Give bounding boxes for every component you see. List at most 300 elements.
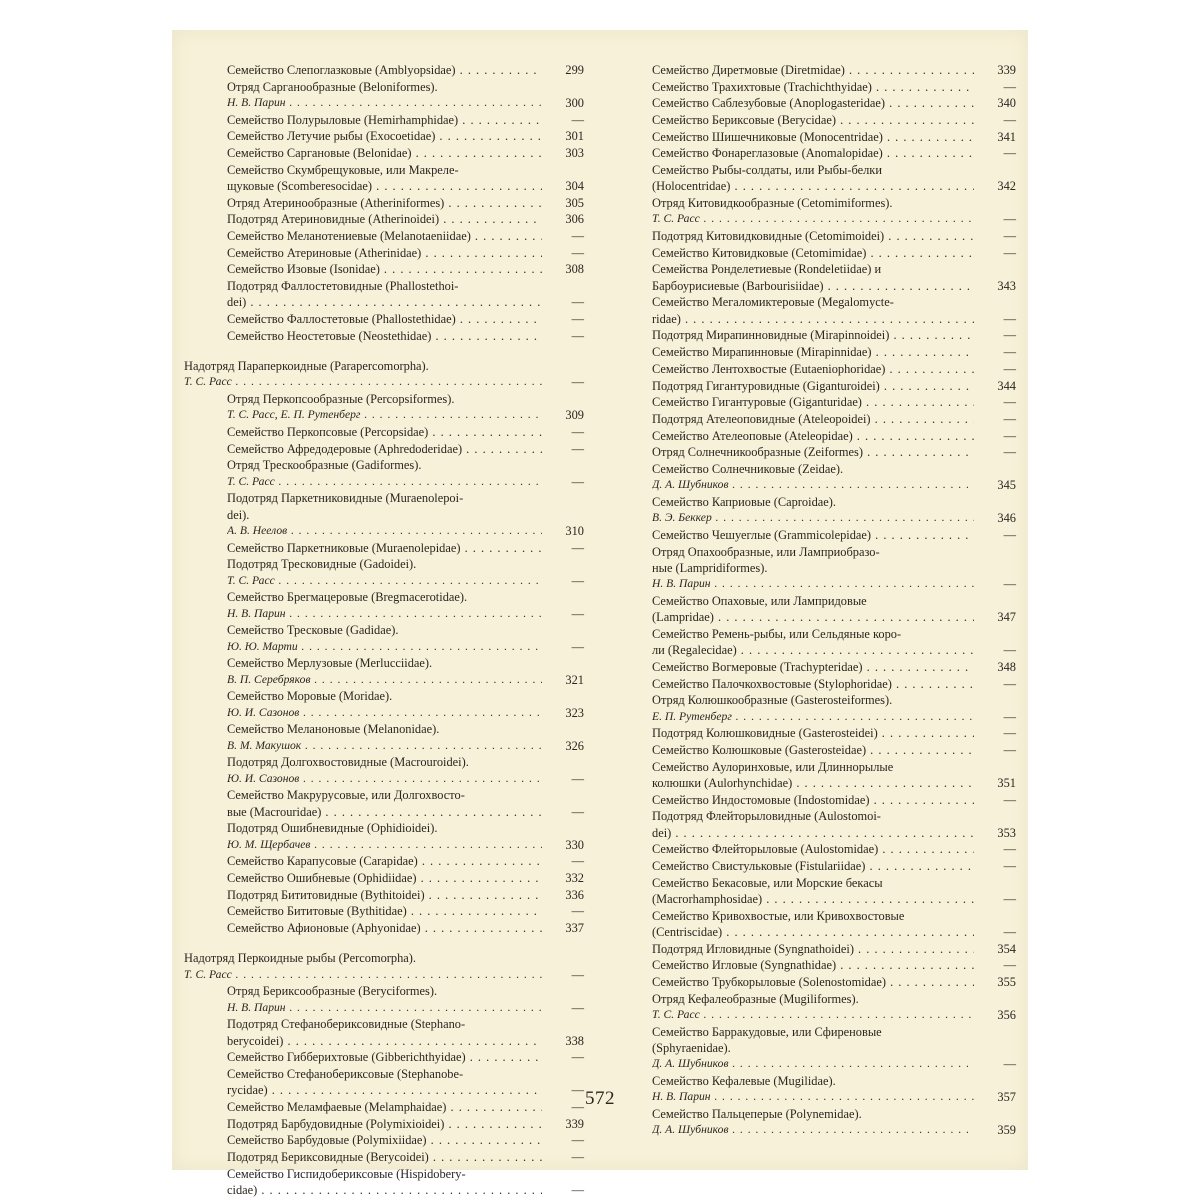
toc-page-ref: — xyxy=(571,1150,584,1165)
toc-entry xyxy=(184,820,584,853)
toc-entry-line: Семейство Фаллостетовые (Phallostethidae) . . . xyxy=(227,311,542,327)
toc-page-ref: — xyxy=(1003,643,1016,658)
toc-entry-text xyxy=(652,841,1016,857)
toc-entry-line: Подотряд Мирапинновидные (Mirapinnoidei) . . . xyxy=(652,327,974,343)
toc-page-ref: — xyxy=(571,245,584,260)
toc-entry-line: Подотряд Флейторыловидные (Aulostomoi- xyxy=(652,809,881,824)
toc-page-ref: 359 xyxy=(997,1123,1016,1138)
toc-entry-line: Отряд Перкопсообразные (Percopsiformes). xyxy=(227,392,455,407)
toc-page-ref: — xyxy=(571,375,584,390)
toc-entry-text xyxy=(652,659,1016,675)
toc-entry-line: Семейство Мерлузовые (Merlucciidae). xyxy=(227,656,433,671)
toc-entry-text xyxy=(227,1116,584,1132)
toc-entry-line: Семейство Атериновые (Atherinidae) . . . xyxy=(227,245,542,261)
toc-entry-text xyxy=(227,655,584,688)
toc-entry-line: Отряд Солнечникообразные (Zeiformes) . . . xyxy=(652,444,974,460)
toc-entry-line: Подотряд Гигантуровидные (Giganturoidei) . . . xyxy=(652,378,974,394)
toc-entry-text xyxy=(227,79,584,112)
toc-entry-author: Ю. И. Сазонов . . . xyxy=(227,771,542,787)
toc-entry-text xyxy=(227,145,584,161)
toc-entry-text xyxy=(652,79,1016,95)
toc-entry-text xyxy=(652,129,1016,145)
toc-entry-line: Семейство Лентохвостые (Eutaeniophoridae) . . . xyxy=(652,361,974,377)
toc-entry-author: А. В. Неелов . . . xyxy=(227,523,542,539)
toc-entry-line: Семейство Карапусовые (Carapidae) . . . xyxy=(227,853,542,869)
toc-entry xyxy=(184,721,584,754)
toc-entry-line: Семейство Шишечниковые (Monocentridae) . . . xyxy=(652,129,974,145)
toc-entry xyxy=(184,920,584,936)
toc-entry-line: Подотряд Игловидные (Syngnathoidei) . . . xyxy=(652,941,974,957)
toc-page-ref: — xyxy=(571,295,584,310)
toc-entry xyxy=(184,328,584,344)
toc-entry-text xyxy=(652,428,1016,444)
toc-entry-line: (Holocentridae) . . . xyxy=(652,178,974,194)
toc-entry-line: Семейство Брегмацеровые (Bregmacerotidae). xyxy=(227,590,468,605)
toc-page-ref: 310 xyxy=(565,524,584,539)
toc-page-ref: — xyxy=(571,606,584,621)
toc-entry-text xyxy=(227,853,584,869)
toc-entry-line: Семейство Чешуеглые (Grammicolepidae) . . . xyxy=(652,527,974,543)
toc-page-ref: — xyxy=(1003,445,1016,460)
toc-entry-line: Семейство Афредодеровые (Aphredoderidae) . . . xyxy=(227,441,542,457)
toc-entry-line: rycidae) . . . xyxy=(227,1082,542,1098)
toc-entry-line: Семейство Ошибневые (Ophidiidae) . . . xyxy=(227,870,542,886)
toc-page-ref: — xyxy=(1003,924,1016,939)
toc-entry xyxy=(184,1116,584,1132)
toc-entry-line: Семейство Меланоновые (Melanonidae). xyxy=(227,722,440,737)
toc-entry xyxy=(652,261,1016,294)
toc-entry-line: Семейство Бекасовые, или Морские бекасы xyxy=(652,875,883,890)
toc-entry-line: (Sphyraenidae). xyxy=(652,1040,731,1055)
toc-page-ref: 343 xyxy=(997,278,1016,293)
toc-entry-line: (Centriscidae) . . . xyxy=(652,924,974,940)
toc-entry-line: Семейство Фонареглазовые (Anomalopidae) . . . xyxy=(652,145,974,161)
toc-entry-line: Семейство Вогмеровые (Trachypteridae) . . . xyxy=(652,659,974,675)
toc-page-ref: — xyxy=(1003,792,1016,807)
toc-entry-line: щуковые (Scomberesocidae) . . . xyxy=(227,178,542,194)
toc-page-ref: 337 xyxy=(565,921,584,936)
toc-entry-text xyxy=(227,787,584,820)
right-column xyxy=(652,62,1016,1138)
toc-entry-line: dei) . . . xyxy=(652,825,974,841)
toc-entry xyxy=(652,626,1016,659)
toc-page-ref: 354 xyxy=(997,941,1016,956)
toc-entry-text xyxy=(227,1149,584,1165)
toc-entry-line: колюшки (Aulorhynchidae) . . . xyxy=(652,775,974,791)
toc-entry xyxy=(184,589,584,622)
toc-entry xyxy=(184,853,584,869)
toc-entry-text xyxy=(652,742,1016,758)
toc-page-ref: 303 xyxy=(565,146,584,161)
toc-entry xyxy=(184,145,584,161)
toc-entry xyxy=(184,688,584,721)
toc-entry xyxy=(184,228,584,244)
left-column xyxy=(184,62,584,1198)
toc-entry-line: Семейство Меланотениевые (Melanotaeniidae) . . . xyxy=(227,228,542,244)
toc-entry-text xyxy=(227,162,584,195)
toc-entry-text xyxy=(227,820,584,853)
toc-entry-line: Семейство Флейторыловые (Aulostomidae) . . . xyxy=(652,841,974,857)
toc-entry-line: Семейство Индостомовые (Indostomidae) . . . xyxy=(652,792,974,808)
toc-entry-author: Н. В. Парин . . . xyxy=(227,95,542,111)
toc-entry-line: Подотряд Бититовидные (Bythitoidei) . . . xyxy=(227,887,542,903)
toc-entry-author: Е. П. Рутенберг . . . xyxy=(652,709,974,725)
toc-entry-text xyxy=(652,875,1016,908)
toc-entry-line: Семейство Трубкорыловые (Solenostomidae) . . . xyxy=(652,974,974,990)
toc-page-ref: 326 xyxy=(565,738,584,753)
toc-entry-text xyxy=(652,725,1016,741)
toc-entry-author: Т. С. Расс . . . xyxy=(227,474,542,490)
toc-entry-line: Семейство Бериксовые (Berycidae) . . . xyxy=(652,112,974,128)
toc-entry-text xyxy=(652,145,1016,161)
toc-entry-text xyxy=(227,589,584,622)
toc-page-ref: — xyxy=(1003,395,1016,410)
toc-entry xyxy=(184,245,584,261)
toc-entry-text xyxy=(227,278,584,311)
toc-entry xyxy=(652,957,1016,973)
toc-page-ref: — xyxy=(571,540,584,555)
toc-entry xyxy=(652,145,1016,161)
toc-entry-line: Семейство Гиббериxтовые (Gibberichthyidae) . . . xyxy=(227,1049,542,1065)
toc-entry-line: Отряд Сарганообразные (Beloniformes). xyxy=(227,79,438,94)
toc-entry xyxy=(184,79,584,112)
toc-entry xyxy=(184,1149,584,1165)
toc-entry-line: Семейство Свистульковые (Fistulariidae) . . . xyxy=(652,858,974,874)
toc-entry xyxy=(184,424,584,440)
toc-entry-text xyxy=(227,622,584,655)
toc-entry xyxy=(184,655,584,688)
toc-entry xyxy=(184,983,584,1016)
toc-entry-text xyxy=(227,328,584,344)
toc-entry-line: Семейство Гиспидобериксовые (Hispidobery- xyxy=(227,1166,466,1181)
toc-page-ref: 321 xyxy=(565,672,584,687)
toc-entry xyxy=(652,129,1016,145)
toc-entry xyxy=(184,490,584,539)
toc-page-ref: 353 xyxy=(997,825,1016,840)
toc-page-ref: — xyxy=(1003,229,1016,244)
toc-entry-line: Подотряд Стефанобериксовидные (Stephano- xyxy=(227,1017,466,1032)
toc-page-ref: 308 xyxy=(565,262,584,277)
toc-entry-line: Семейство Меламфаевые (Melamphaidae) . . . xyxy=(227,1099,542,1115)
toc-entry-text xyxy=(652,626,1016,659)
toc-entry-line: Семейство Рыбы-солдаты, или Рыбы-белки xyxy=(652,163,882,178)
toc-entry xyxy=(652,112,1016,128)
toc-page-ref: — xyxy=(1003,958,1016,973)
toc-entry xyxy=(184,556,584,589)
toc-entry xyxy=(184,887,584,903)
toc-page-ref: 336 xyxy=(565,887,584,902)
toc-entry-text xyxy=(652,1024,1016,1073)
toc-page-ref: — xyxy=(1003,345,1016,360)
toc-entry xyxy=(652,245,1016,261)
toc-entry-line: Семейство Палочкохвостовые (Stylophoridae) . . . xyxy=(652,676,974,692)
toc-entry xyxy=(652,593,1016,626)
toc-entry xyxy=(652,461,1016,494)
toc-entry-line: Отряд Китовидкообразные (Cetomimiformes). xyxy=(652,196,893,211)
toc-entry-text xyxy=(227,1132,584,1148)
toc-entry xyxy=(652,344,1016,360)
toc-entry-line: Семейство Летучие рыбы (Exocoetidae) . . . xyxy=(227,128,542,144)
toc-entry xyxy=(184,441,584,457)
toc-entry-text xyxy=(652,808,1016,841)
toc-entry xyxy=(652,411,1016,427)
toc-page-ref: 355 xyxy=(997,974,1016,989)
toc-entry-text xyxy=(652,974,1016,990)
toc-entry-line: ridae) . . . xyxy=(652,311,974,327)
toc-entry-line: Отряд Трескообразные (Gadiformes). xyxy=(227,458,422,473)
toc-entry-text xyxy=(652,378,1016,394)
toc-page-ref: — xyxy=(1003,527,1016,542)
toc-entry xyxy=(184,62,584,78)
toc-page-ref: — xyxy=(571,1133,584,1148)
toc-entry-line: Семейство Аулоринховые, или Длиннорылые xyxy=(652,759,894,774)
toc-entry-text xyxy=(227,424,584,440)
toc-entry-text xyxy=(652,527,1016,543)
toc-page-ref: — xyxy=(571,312,584,327)
toc-entry-author: Ю. И. Сазонов . . . xyxy=(227,705,542,721)
toc-entry xyxy=(184,112,584,128)
toc-entry-line: Семейство Игловые (Syngnathidae) . . . xyxy=(652,957,974,973)
toc-entry-text xyxy=(652,692,1016,725)
toc-entry-line: Подотряд Барбудовидные (Polymixioidei) . . . xyxy=(227,1116,542,1132)
toc-entry-line: Отряд Атеринообразные (Atheriniformes) . . . xyxy=(227,195,542,211)
toc-entry xyxy=(652,858,1016,874)
toc-entry-line: Подотряд Долгохвостовидные (Macrouroidei). xyxy=(227,755,469,770)
toc-entry-author: Т. С. Расс . . . xyxy=(652,1007,974,1023)
toc-entry-line: ли (Regalecidae) . . . xyxy=(652,642,974,658)
toc-page-ref: — xyxy=(571,1000,584,1015)
toc-page-ref: — xyxy=(571,804,584,819)
toc-entry-author: Т. С. Расс . . . xyxy=(184,374,542,390)
toc-page-ref: — xyxy=(1003,79,1016,94)
toc-entry-author: В. М. Макушок . . . xyxy=(227,738,542,754)
toc-entry-line: cidae) . . . xyxy=(227,1182,542,1198)
toc-entry-line: berycoidei) . . . xyxy=(227,1033,542,1049)
toc-page-ref: 348 xyxy=(997,659,1016,674)
toc-entry-line: Семейство Гигантуровые (Giganturidae) . . . xyxy=(652,394,974,410)
toc-entry-line: Семейство Бититовые (Bythitidae) . . . xyxy=(227,903,542,919)
toc-page-ref: 344 xyxy=(997,378,1016,393)
toc-entry-text xyxy=(227,112,584,128)
toc-entry-author: Т. С. Расс . . . xyxy=(184,967,542,983)
toc-page-ref: — xyxy=(1003,742,1016,757)
toc-entry-line: dei) . . . xyxy=(227,294,542,310)
toc-page-ref: 305 xyxy=(565,195,584,210)
toc-page-ref: 299 xyxy=(565,63,584,77)
toc-entry-author: Т. С. Расс, Е. П. Рутенберг . . . xyxy=(227,407,542,423)
toc-entry-line: Семейство Паркетниковые (Muraenolepidae) . . . xyxy=(227,540,542,556)
toc-entry-line: Подотряд Ошибневидные (Ophidioidei). xyxy=(227,821,438,836)
toc-entry-line: Подотряд Ателеоповидные (Ateleopoidei) . . . xyxy=(652,411,974,427)
toc-entry-author: Н. В. Парин . . . xyxy=(227,1000,542,1016)
toc-entry-text xyxy=(227,556,584,589)
toc-entry-line: Семейство Пальцеперые (Polynemidae). xyxy=(652,1106,862,1121)
toc-page-ref: 351 xyxy=(997,775,1016,790)
toc-entry-line: Семейство Диретмовые (Diretmidae) . . . xyxy=(652,62,974,78)
toc-entry-text xyxy=(227,688,584,721)
toc-entry-text xyxy=(652,858,1016,874)
toc-entry-text xyxy=(652,327,1016,343)
toc-entry-text xyxy=(184,950,584,983)
toc-page-ref: — xyxy=(1003,709,1016,724)
toc-entry xyxy=(184,128,584,144)
toc-entry-line: dei). xyxy=(227,507,250,522)
toc-entry-line: Надотряд Перкоидные рыбы (Percomorpha). xyxy=(184,951,417,966)
toc-entry-text xyxy=(227,211,584,227)
toc-entry xyxy=(652,95,1016,111)
toc-entry xyxy=(652,659,1016,675)
toc-entry-line: Отряд Кефалеобразные (Mugiliformes). xyxy=(652,991,859,1006)
toc-entry-line: Семейство Саблезубовые (Anoplogasteridae) . . . xyxy=(652,95,974,111)
toc-entry xyxy=(184,457,584,490)
toc-entry-text xyxy=(652,195,1016,228)
toc-entry-text xyxy=(227,983,584,1016)
toc-entry xyxy=(652,908,1016,941)
toc-entry-line: (Macrorhamphosidae) . . . xyxy=(652,891,974,907)
toc-entry-line: Семейство Перкопсовые (Percopsidae) . . . xyxy=(227,424,542,440)
toc-entry-line: Семейство Солнечниковые (Zeidae). xyxy=(652,461,844,476)
toc-entry-text xyxy=(227,754,584,787)
toc-entry-text xyxy=(227,391,584,424)
toc-entry-line: Семейство Слепоглазковые (Amblyopsidae) . . . xyxy=(227,62,542,78)
toc-page-ref: — xyxy=(571,474,584,489)
toc-entry-text xyxy=(652,344,1016,360)
toc-entry-text xyxy=(652,62,1016,78)
toc-entry xyxy=(184,1132,584,1148)
toc-entry-line: Семейство Ателеоповые (Ateleopidae) . . . xyxy=(652,428,974,444)
toc-entry-line: Отряд Колюшкообразные (Gasterosteiformes). xyxy=(652,693,893,708)
toc-entry xyxy=(184,903,584,919)
toc-page-ref: 330 xyxy=(565,837,584,852)
toc-entry-line: Семейство Кривохвостые, или Кривохвостовые xyxy=(652,908,905,923)
toc-entry-line: Семейство Мирапинновые (Mirapinnidae) . . . xyxy=(652,344,974,360)
toc-entry xyxy=(184,211,584,227)
toc-entry-line: Подотряд Китовидковидные (Cetomimoidei) . . . xyxy=(652,228,974,244)
toc-page-ref: — xyxy=(571,967,584,982)
toc-entry xyxy=(184,787,584,820)
toc-entry xyxy=(184,622,584,655)
toc-entry xyxy=(652,62,1016,78)
toc-entry-text xyxy=(227,228,584,244)
toc-page-ref: 345 xyxy=(997,478,1016,493)
toc-entry-text xyxy=(652,245,1016,261)
toc-entry xyxy=(652,841,1016,857)
toc-entry-text xyxy=(227,311,584,327)
toc-page-ref: — xyxy=(1003,1057,1016,1072)
toc-page-ref: — xyxy=(571,904,584,919)
toc-page-ref: — xyxy=(571,112,584,127)
toc-entry-line: Семейство Изовые (Isonidae) . . . xyxy=(227,261,542,277)
toc-entry-text xyxy=(652,112,1016,128)
toc-entry-text xyxy=(652,494,1016,527)
toc-entry-line: Отряд Бериксообразные (Beryciformes). xyxy=(227,984,438,999)
toc-entry-text xyxy=(652,593,1016,626)
toc-entry-text xyxy=(652,162,1016,195)
toc-entry-text xyxy=(652,759,1016,792)
toc-entry xyxy=(652,725,1016,741)
toc-page-ref: — xyxy=(1003,858,1016,873)
toc-entry-text xyxy=(227,903,584,919)
toc-entry-author: Д. А. Шубников . . . xyxy=(652,1122,974,1138)
toc-page-ref: — xyxy=(571,1183,584,1197)
toc-entry xyxy=(184,1166,584,1199)
toc-page-ref: 300 xyxy=(565,95,584,110)
toc-entry-author: В. П. Серебряков . . . xyxy=(227,672,542,688)
toc-entry-line: Семейство Ремень-рыбы, или Сельдяные коро- xyxy=(652,626,902,641)
toc-entry-text xyxy=(652,411,1016,427)
toc-entry xyxy=(652,692,1016,725)
toc-entry-line: Отряд Опахообразные, или Ламприобразо- xyxy=(652,544,880,559)
toc-entry xyxy=(184,358,584,391)
toc-page-ref: 323 xyxy=(565,705,584,720)
toc-entry xyxy=(652,742,1016,758)
toc-entry xyxy=(184,261,584,277)
toc-entry-line: Семейство Мегаломиктеровые (Megalomycte- xyxy=(652,295,894,310)
toc-entry-text xyxy=(652,361,1016,377)
toc-entry-line: ные (Lampridiformes). xyxy=(652,560,768,575)
toc-page-ref: 332 xyxy=(565,870,584,885)
toc-entry-line: Семейство Барбудовые (Polymixiidae) . . . xyxy=(227,1132,542,1148)
toc-entry xyxy=(652,444,1016,460)
toc-entry-line: Подотряд Фаллостетовидные (Phallostethoi- xyxy=(227,279,459,294)
toc-page-ref: — xyxy=(1003,842,1016,857)
toc-page-ref: — xyxy=(1003,113,1016,128)
page-number: 572 xyxy=(585,1088,615,1109)
toc-entry xyxy=(184,1049,584,1065)
toc-entry-text xyxy=(652,676,1016,692)
toc-entry-author: Н. В. Парин . . . xyxy=(227,606,542,622)
toc-entry-text xyxy=(227,1016,584,1049)
toc-entry-text xyxy=(227,920,584,936)
toc-entry-line: Семейство Моровые (Moridae). xyxy=(227,689,393,704)
toc-entry xyxy=(652,544,1016,593)
toc-page-ref: — xyxy=(1003,146,1016,161)
toc-entry-line: Семейство Опаховые, или Лампридовые xyxy=(652,593,867,608)
toc-entry xyxy=(652,941,1016,957)
toc-page-ref: 357 xyxy=(997,1090,1016,1105)
toc-entry-text xyxy=(652,1106,1016,1139)
toc-entry-text xyxy=(652,444,1016,460)
toc-page-ref: 347 xyxy=(997,610,1016,625)
toc-page-ref: 339 xyxy=(565,1116,584,1131)
toc-entry xyxy=(184,162,584,195)
toc-page-ref: — xyxy=(571,328,584,343)
toc-entry-text xyxy=(227,261,584,277)
toc-entry-author: Ю. М. Щербачев . . . xyxy=(227,837,542,853)
toc-entry-line: Семейство Полурыловые (Hemirhamphidae) . . . xyxy=(227,112,542,128)
toc-page-ref: 346 xyxy=(997,511,1016,526)
toc-entry xyxy=(652,294,1016,327)
toc-page-ref: — xyxy=(571,854,584,869)
toc-page-ref: 340 xyxy=(997,96,1016,111)
toc-entry-line: Семейство Саргановые (Belonidae) . . . xyxy=(227,145,542,161)
toc-entry-text xyxy=(652,261,1016,294)
toc-entry-text xyxy=(652,991,1016,1024)
toc-entry xyxy=(184,391,584,424)
toc-page-ref: — xyxy=(571,639,584,654)
toc-entry xyxy=(184,754,584,787)
toc-entry xyxy=(652,527,1016,543)
toc-entry xyxy=(652,428,1016,444)
toc-page-ref: — xyxy=(571,1050,584,1065)
toc-page-ref: 339 xyxy=(997,63,1016,77)
toc-entry-text xyxy=(652,908,1016,941)
toc-entry xyxy=(652,808,1016,841)
toc-entry-line: Подотряд Паркетниковидные (Muraenolepoi- xyxy=(227,491,464,506)
toc-page-ref: — xyxy=(1003,891,1016,906)
toc-entry-line: Семейство Тресковые (Gadidae). xyxy=(227,623,399,638)
toc-entry-text xyxy=(227,195,584,211)
